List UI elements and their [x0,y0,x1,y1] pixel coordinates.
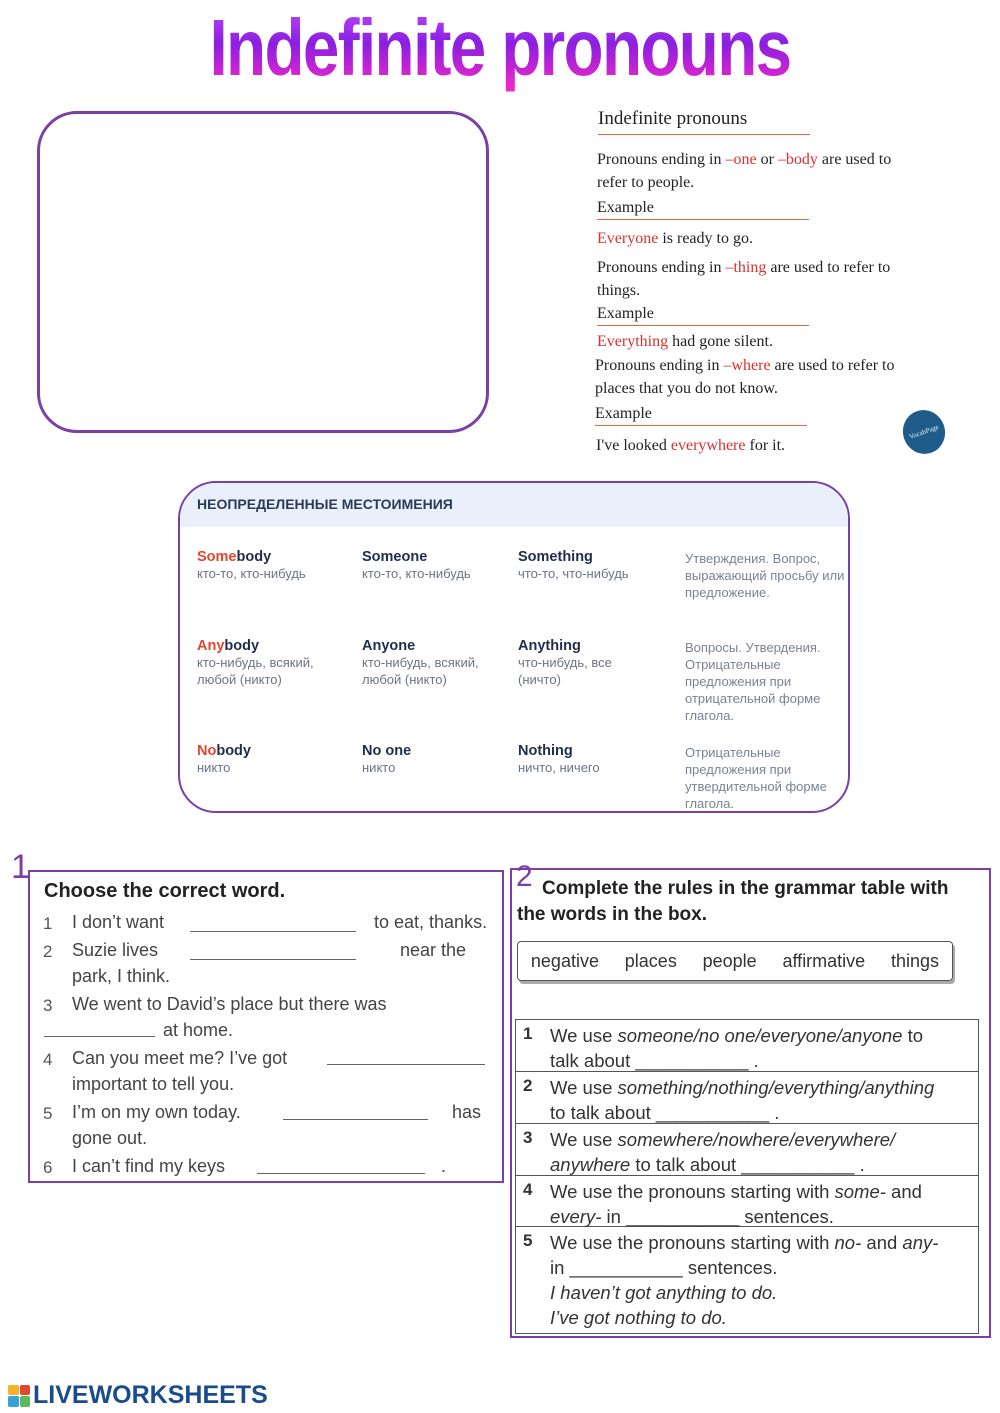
example-label: Example [595,405,807,426]
image-placeholder-box [37,111,489,433]
item-number: 2 [43,942,53,961]
item-text: I’m on my own today. [72,1102,241,1122]
rule-number: 5 [523,1231,533,1250]
answer-blank[interactable] [283,1119,428,1120]
item-number: 4 [43,1050,53,1069]
item-number: 1 [43,914,53,933]
vocabpage-badge: VocabPage [897,404,952,460]
table-cell: Nothing ничто, ничего [518,743,600,775]
rule-text[interactable]: We use the pronouns starting with some- and every- in ___________ sentences. [550,1181,922,1227]
rule-people: Pronouns ending in –one or –body are used to refer to people. [597,151,892,191]
rule-number: 4 [523,1180,533,1199]
rule-text[interactable]: We use someone/no one/everyone/anyone to talk about ___________ . [550,1025,924,1071]
word-box [517,941,953,981]
item-text: I can’t find my keys [72,1156,226,1176]
table-cell: No one никто [362,743,412,775]
item-text: I don’t want [72,912,165,932]
answer-blank[interactable] [190,959,356,960]
answer-blank[interactable] [257,1173,425,1174]
liveworksheets-logo[interactable] [8,1381,268,1410]
exercise-1-title: Choose the correct word. [44,880,286,902]
rule-number: 3 [523,1128,533,1147]
table-cell: Anybody кто-нибудь, всякий, любой (никто) [197,638,314,687]
explanation-heading: Indefinite pronouns [598,108,810,135]
example-label: Example [597,199,809,220]
item-text: park, I think. [72,966,171,986]
item-number: 6 [43,1158,53,1177]
answer-blank[interactable] [44,1036,155,1037]
usage-note: Отрицательные предложения при утвердительной форме глагола. [685,745,827,811]
item-text: has [452,1102,482,1122]
item-text: important to tell you. [72,1074,235,1094]
table-header-text: НЕОПРЕДЕЛЕННЫЕ МЕСТОИМЕНИЯ [197,496,453,512]
rule-text[interactable]: We use something/nothing/everything/anything to talk about ___________ . [550,1077,935,1123]
russian-pronoun-table [178,481,850,813]
example-places: I've looked everywhere for it. [596,437,786,454]
usage-note: Вопросы. Утвердения. Отрицательные предложения при отрицательной форме глагола. [685,640,821,723]
table-cell: Somebody кто-то, кто-нибудь [197,549,306,581]
rule-number: 1 [523,1024,533,1043]
rule-places: Pronouns ending in –where are used to refer to places that you do not know. [595,357,895,397]
word-option: affirmative [782,950,866,971]
grammar-rules-table [515,1019,979,1334]
word-option: places [624,950,677,971]
page-title: Indefinite pronouns [90,2,910,94]
item-text: Suzie lives [72,940,159,960]
rule-row [516,1176,978,1227]
item-number: 3 [43,996,53,1015]
example-people: Everyone is ready to go. [597,230,753,247]
liveworksheets-logo-icon [8,1385,30,1407]
item-text: to eat, thanks. [374,912,488,932]
logo-text: LIVEWORKSHEETS [33,1381,268,1409]
exercise-2-title: Complete the rules in the grammar table with the words in the box. [517,878,949,925]
rule-row [516,1124,978,1176]
answer-blank[interactable] [327,1064,485,1065]
word-option: things [891,950,940,971]
rule-row [516,1227,978,1333]
item-text: gone out. [72,1128,148,1148]
exercise-2-number: 2 [516,860,533,893]
rule-text[interactable]: We use somewhere/nowhere/everywhere/ anywhere to talk about ___________ . [550,1129,896,1175]
usage-note: Утверждения. Вопрос, выражающий просьбу или предложение. [685,551,845,600]
table-cell: Someone кто-то, кто-нибудь [362,549,471,581]
rule-number: 2 [523,1076,533,1095]
item-text: We went to David’s place but there was [72,994,387,1014]
rule-row [516,1020,978,1072]
item-number: 5 [43,1104,53,1123]
table-cell: Something что-то, что-нибудь [518,549,629,581]
rule-text[interactable]: We use the pronouns starting with no- and any- in ___________ sentences. I haven’t got anything to do. I’ve got nothing to do. [550,1232,939,1328]
word-option: negative [530,950,599,971]
exercise-1-number: 1 [11,848,30,886]
table-cell: Anyone кто-нибудь, всякий, любой (никто) [362,638,479,687]
rule-row [516,1072,978,1124]
example-things: Everything had gone silent. [597,333,773,350]
table-cell: Nobody никто [197,743,251,775]
item-text: near the [400,940,467,960]
item-text: at home. [163,1020,234,1040]
item-text: . [441,1156,447,1176]
word-option: people [702,950,757,971]
answer-blank[interactable] [190,931,356,932]
rule-things: Pronouns ending in –thing are used to refer to things. [597,259,891,299]
example-label: Example [597,305,809,326]
table-cell: Anything что-нибудь, все (ничто) [518,638,612,687]
item-text: Can you meet me? I’ve got [72,1048,288,1068]
